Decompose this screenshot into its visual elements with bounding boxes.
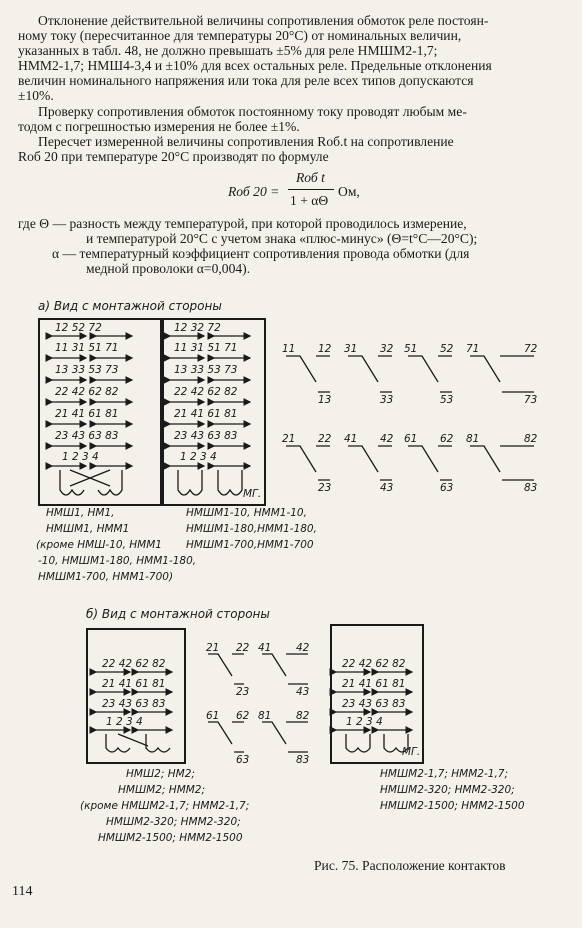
paragraph-3-line-1: Пересчет измеренной величины сопротивления Rоб.t на сопротивление (38, 134, 454, 149)
contact-label: 32 (380, 343, 394, 355)
figure-a-caption-left: -10, НМШМ1-180, НММ1-180, (38, 555, 197, 567)
contact-label: 31 (344, 343, 358, 355)
paragraph-1-line-2: ному току (пересчитанное для температуры 20°С) от номинальных величин, (18, 28, 462, 43)
figure-b-caption-right: НМШМ2-1,7; НММ2-1,7; (380, 768, 509, 780)
paragraph-2-line-1: Проверку сопротивления обмоток постоянному току проводят любым ме- (38, 104, 467, 119)
contact-label: 62 (440, 433, 454, 445)
contact-label: 81 (258, 710, 272, 722)
contact-label: 71 (466, 343, 480, 355)
figure-a-block-1-row: 11 31 51 71 (55, 342, 119, 354)
contact-label: 72 (524, 343, 538, 355)
formula-left: Rоб 20 = (228, 184, 280, 199)
figure-a-caption-left: НМШМ1-700, НММ1-700) (38, 571, 174, 583)
figure-a-block-2-row: 1 2 3 4 (180, 451, 217, 463)
contact-group-row-2 (286, 446, 534, 480)
page-number: 114 (12, 884, 33, 899)
figure-b-caption-left: (кроме НМШМ2-1,7; НММ2-1,7; (80, 800, 250, 812)
figure-a-block-1-row: 1 2 3 4 (62, 451, 99, 463)
figure-a-block-1-row: 23 43 63 83 (55, 430, 119, 442)
contact-label: 81 (466, 433, 480, 445)
figure-a-block-2-row: 13 33 53 73 (174, 364, 238, 376)
contact-label: 83 (296, 754, 310, 766)
contact-label: 42 (380, 433, 394, 445)
figure-b-block-1 (86, 628, 186, 764)
figure-a-block-1-row: 21 41 61 81 (55, 408, 119, 420)
contact-label: 63 (440, 482, 454, 494)
figure-b-block-1-row: 23 43 63 83 (102, 698, 166, 710)
contact-label: 21 (206, 642, 220, 654)
paragraph-1-line-6: ±10%. (18, 88, 54, 103)
paragraph-1-line-3: указанных в табл. 48, не должно превышать ±5% для реле НМШМ2-1,7; (18, 43, 438, 58)
figure-b-caption-left: НМШМ2; НММ2; (118, 784, 206, 796)
contact-label: 63 (236, 754, 250, 766)
formula-denominator: 1 + αΘ (290, 193, 329, 208)
contact-label: 23 (236, 686, 250, 698)
contact-label: 41 (344, 433, 358, 445)
figure-b-caption-left: НМШМ2-320; НММ2-320; (106, 816, 241, 828)
contact-label: 23 (318, 482, 332, 494)
where-line-3: α — температурный коэффициент сопротивления провода обмотки (для (52, 246, 470, 261)
figure-a-block-1-row: 12 52 72 (55, 322, 102, 334)
contact-label: 11 (282, 343, 296, 355)
paragraph-1-line-1: Отклонение действительной величины сопротивления обмоток реле постоян- (38, 13, 489, 28)
figure-b-block-2-row: 21 41 61 81 (342, 678, 406, 690)
contact-label: 61 (206, 710, 220, 722)
figure-a-block-2-tag: МГ. (243, 488, 262, 500)
formula-numerator: Rоб t (296, 170, 325, 185)
paragraph-2-line-2: тодом с погрешностью измерения не более ±1%. (18, 119, 300, 134)
contact-label: 22 (318, 433, 332, 445)
figure-b-block-2-row: 23 43 63 83 (342, 698, 406, 710)
paragraph-1-line-5: величин номинального напряжения или тока для реле всех типов допускаются (18, 73, 474, 88)
contact-label: 43 (296, 686, 310, 698)
figure-caption: Рис. 75. Расположение контактов (314, 858, 506, 873)
contact-label: 42 (296, 642, 310, 654)
figure-a-block-2-row: 21 41 61 81 (174, 408, 238, 420)
contact-label: 43 (380, 482, 394, 494)
paragraph-1-line-4: НММ2-1,7; НМШ4-3,4 и ±10% для всех остальных реле. Предельные отклонения (18, 58, 492, 73)
figure-a-caption-left: (кроме НМШ-10, НММ1 (36, 539, 162, 551)
figure-a-caption-left: НМШМ1, НММ1 (46, 523, 130, 535)
figure-b-block-2-row: 1 2 3 4 (346, 716, 383, 728)
contact-label: 22 (236, 642, 250, 654)
figure-a-block-1-row: 13 33 53 73 (55, 364, 119, 376)
contact-label: 41 (258, 642, 272, 654)
figure-a-caption-right: НМШМ1-180,НММ1-180, (186, 523, 317, 535)
figure-b-heading: б) Вид с монтажной стороны (86, 607, 270, 621)
figure-b-block-2-row: 22 42 62 82 (342, 658, 406, 670)
figure-b-block-2-tag: МГ. (402, 746, 421, 758)
contact-label: 73 (524, 394, 538, 406)
contact-label: 61 (404, 433, 418, 445)
figure-b-caption-left: НМШ2; НМ2; (126, 768, 195, 780)
figure-a-heading: а) Вид с монтажной стороны (38, 299, 222, 313)
figure-a-caption-right: НМШМ1-10, НММ1-10, (186, 507, 307, 519)
figure-b-caption-right: НМШМ2-1500; НММ2-1500 (380, 800, 525, 812)
contact-label: 82 (296, 710, 310, 722)
contact-label: 21 (282, 433, 296, 445)
formula-unit: Ом, (338, 184, 360, 199)
figure-b-caption-right: НМШМ2-320; НММ2-320; (380, 784, 515, 796)
contact-group-row-1 (286, 356, 534, 392)
figure-a-block-2-row: 11 31 51 71 (174, 342, 238, 354)
contact-label: 53 (440, 394, 454, 406)
figure-a-caption-right: НМШМ1-700,НММ1-700 (186, 539, 314, 551)
contact-label: 62 (236, 710, 250, 722)
figure-a-block-2-row: 23 43 63 83 (174, 430, 238, 442)
contact-label: 13 (318, 394, 332, 406)
arrow-rows (52, 336, 250, 466)
contact-label: 52 (440, 343, 454, 355)
contact-label: 12 (318, 343, 332, 355)
figure-a-block-2-row: 12 32 72 (174, 322, 221, 334)
where-line-4: медной проволоки α=0,004). (86, 261, 251, 276)
figure-a-block-2-row: 22 42 62 82 (174, 386, 238, 398)
where-line-2: и температурой 20°С с учетом знака «плюс-минус» (Θ=t°С—20°С); (86, 231, 478, 246)
figure-b-block-1-row: 21 41 61 81 (102, 678, 166, 690)
figure-b-block-1-row: 1 2 3 4 (106, 716, 143, 728)
figure-a-caption-left: НМШ1, НМ1, (46, 507, 115, 519)
contact-label: 83 (524, 482, 538, 494)
contact-label: 33 (380, 394, 394, 406)
figure-b-block-1-row: 22 42 62 82 (102, 658, 166, 670)
contact-label: 51 (404, 343, 418, 355)
contact-label: 82 (524, 433, 538, 445)
paragraph-3-line-2: Rоб 20 при температуре 20°С производят по формуле (18, 149, 329, 164)
figure-b-block-2 (330, 624, 424, 764)
where-line-1: где Θ — разность между температурой, при которой проводилось измерение, (18, 216, 467, 231)
figure-b-caption-left: НМШМ2-1500; НММ2-1500 (98, 832, 243, 844)
figure-a-block-1-row: 22 42 62 82 (55, 386, 119, 398)
